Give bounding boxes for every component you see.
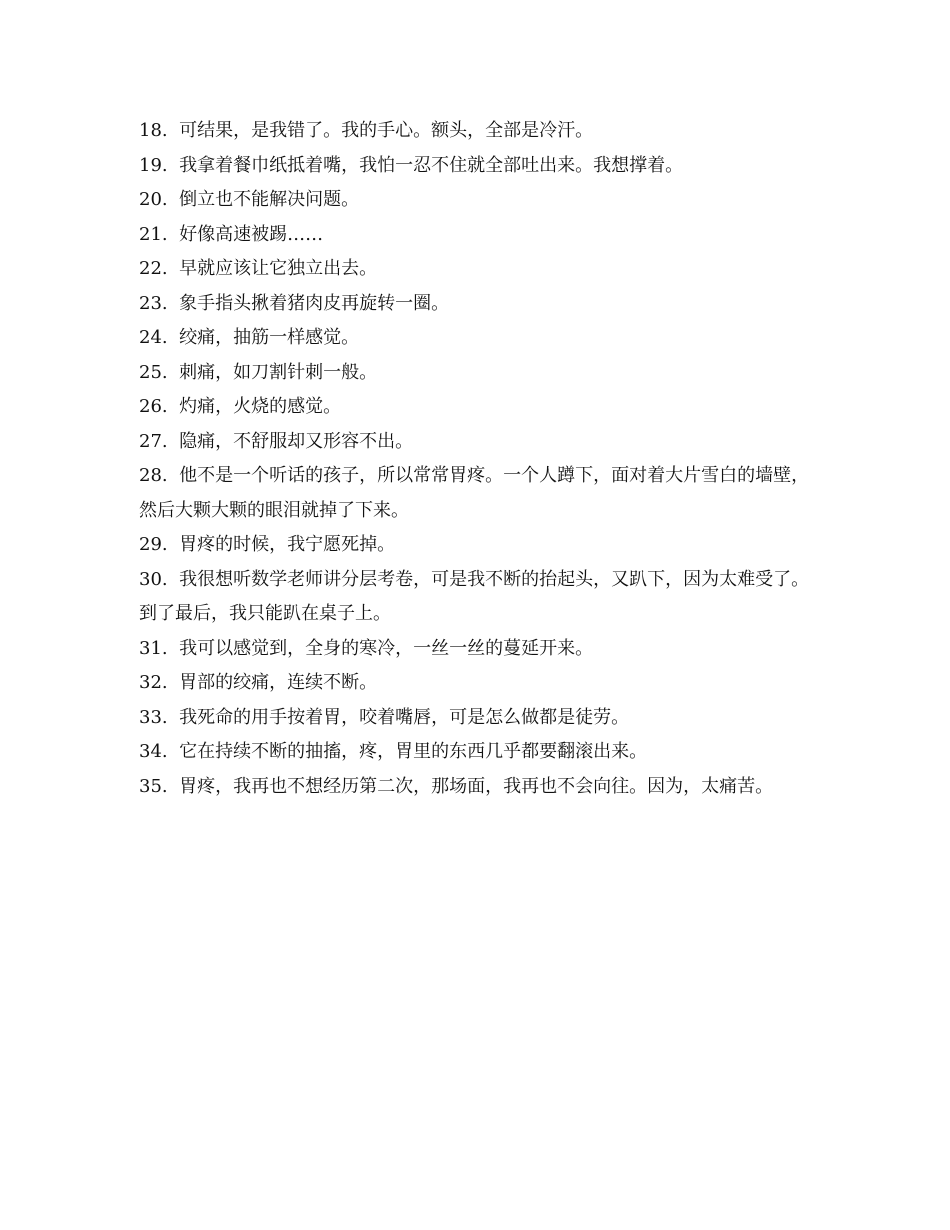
- list-item: [139, 252, 815, 287]
- item-text: 胃疼的时候，我宁愿死掉。: [179, 534, 396, 555]
- list-item: [139, 770, 815, 805]
- item-text: 我可以感觉到，全身的寒冷，一丝一丝的蔓延开来。: [179, 637, 594, 659]
- item-number: 34.: [139, 741, 168, 762]
- item-text: 胃疼，我再也不想经历第二次，那场面，我再也不会向往。因为，太痛苦。: [179, 775, 774, 797]
- item-number: 21.: [139, 223, 168, 245]
- item-number: 19.: [139, 154, 168, 176]
- list-item: [139, 735, 815, 770]
- item-text: 好像高速被踢……: [179, 223, 324, 245]
- item-text: 灼痛，火烧的感觉。: [179, 396, 342, 417]
- list-item: [139, 390, 815, 425]
- item-text: 绞痛，抽筋一样感觉。: [179, 327, 360, 348]
- list-item: [139, 321, 815, 356]
- list-item: [139, 632, 815, 667]
- list-item: [139, 114, 815, 149]
- list-item: [139, 183, 815, 218]
- item-number: 29.: [139, 534, 168, 555]
- item-number: 24.: [139, 327, 168, 348]
- item-text: 我很想听数学老师讲分层考卷，可是我不断的抬起头，又趴下，因为太难受了。到了最后，我只能趴在桌子上。: [139, 568, 810, 624]
- item-text: 他不是一个听话的孩子，所以常常胃疼。一个人蹲下，面对着大片雪白的墙壁，然后大颗大颗的眼泪就掉了下来。: [139, 465, 810, 521]
- list-item: [139, 701, 815, 736]
- numbered-list: [139, 114, 815, 804]
- item-text: 倒立也不能解决问题。: [179, 189, 360, 210]
- item-number: 22.: [139, 258, 168, 279]
- item-number: 25.: [139, 361, 168, 383]
- item-text: 早就应该让它独立出去。: [179, 258, 378, 279]
- item-number: 18.: [139, 120, 168, 141]
- item-text: 象手指头揪着猪肉皮再旋转一圈。: [179, 292, 450, 314]
- item-number: 32.: [139, 672, 168, 693]
- item-text: 胃部的绞痛，连续不断。: [179, 672, 378, 693]
- item-number: 35.: [139, 775, 168, 797]
- item-text: 我拿着餐巾纸抵着嘴，我怕一忍不住就全部吐出来。我想撑着。: [179, 154, 684, 176]
- item-number: 33.: [139, 706, 168, 728]
- item-number: 30.: [139, 568, 168, 590]
- item-number: 23.: [139, 292, 168, 314]
- item-text: 隐痛，不舒服却又形容不出。: [179, 430, 414, 452]
- item-text: 刺痛，如刀割针刺一般。: [179, 361, 378, 383]
- item-number: 28.: [139, 465, 168, 486]
- list-item: [139, 356, 815, 391]
- list-item: [139, 425, 815, 460]
- item-number: 26.: [139, 396, 168, 417]
- list-item: [139, 459, 815, 528]
- list-item: [139, 528, 815, 563]
- item-text: 我死命的用手按着胃，咬着嘴唇，可是怎么做都是徒劳。: [179, 706, 630, 728]
- list-item: [139, 666, 815, 701]
- item-number: 20.: [139, 189, 168, 210]
- item-text: 它在持续不断的抽搐，疼，胃里的东西几乎都要翻滚出来。: [179, 741, 648, 762]
- list-item: [139, 149, 815, 184]
- item-number: 27.: [139, 430, 168, 452]
- list-item: [139, 287, 815, 322]
- item-text: 可结果，是我错了。我的手心。额头，全部是冷汗。: [179, 120, 594, 141]
- list-item: [139, 563, 815, 632]
- list-item: [139, 218, 815, 253]
- item-number: 31.: [139, 637, 168, 659]
